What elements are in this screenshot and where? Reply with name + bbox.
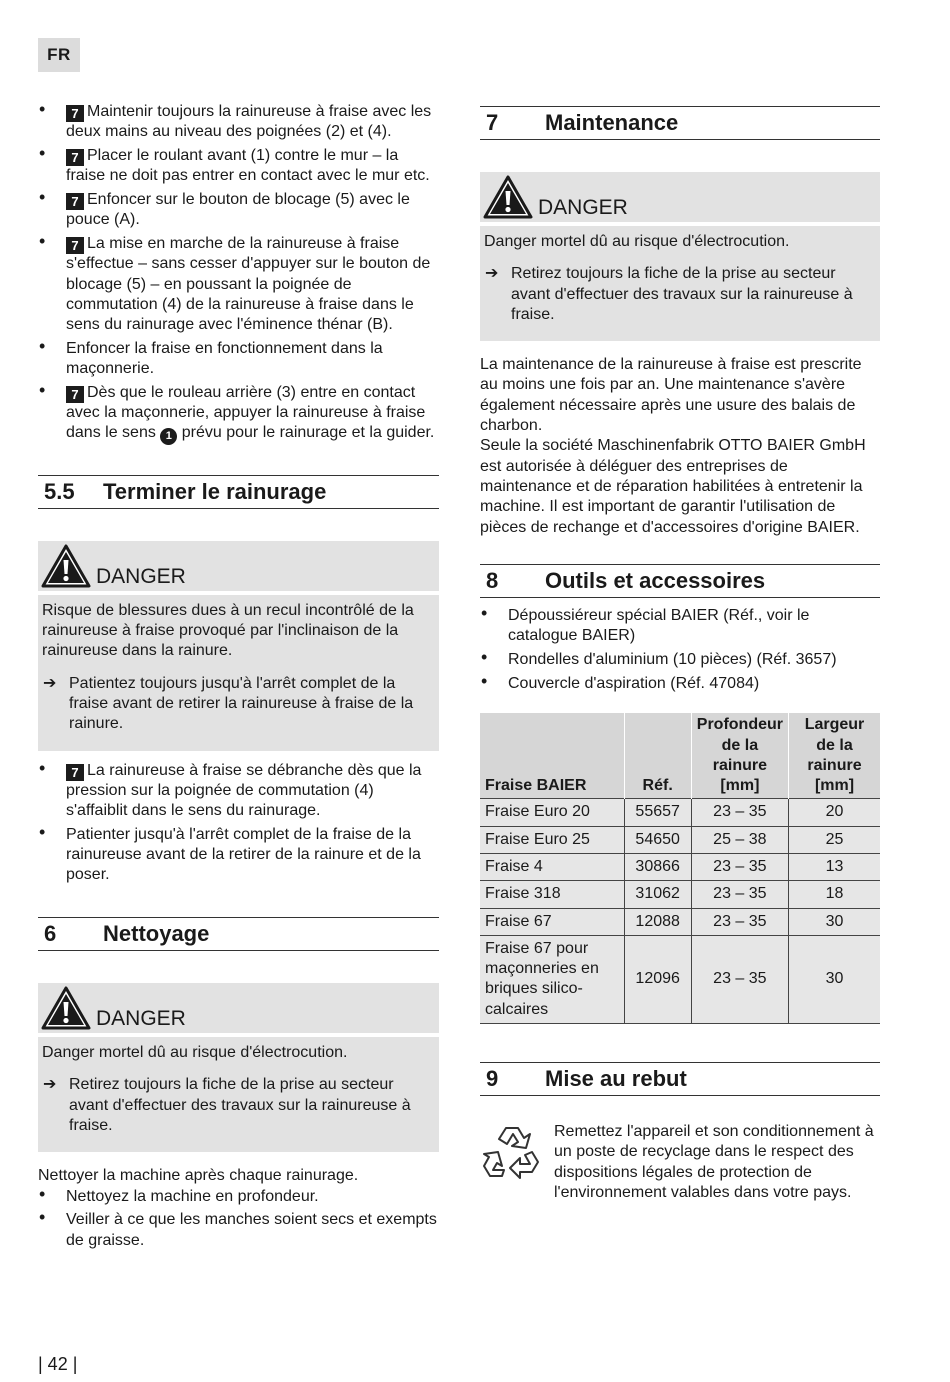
table-cell: 23 – 35 xyxy=(691,908,788,935)
maintenance-paragraph: La maintenance de la rainureuse à fraise est prescrite au moins une fois par an. Une maintenance s'avère également nécessaire après une usure des balais de charbon. xyxy=(480,356,862,435)
list-item: • Couvercle d'aspiration (Réf. 47084) xyxy=(481,670,760,692)
warning-triangle-icon xyxy=(483,175,533,219)
bullet-icon: • xyxy=(39,757,46,778)
list-item: • Dépoussiéreur spécial BAIER (Réf., voir le catalogue BAIER) xyxy=(481,602,810,645)
bullet-icon: • xyxy=(481,646,488,667)
table-cell: 25 xyxy=(788,826,880,853)
disposal-text: Remettez l'appareil et son conditionnement à un poste de recyclage dans le respect des dispositions légales de protection de l'environnement valables dans votre pays. xyxy=(554,1123,874,1201)
table-cell: 23 – 35 xyxy=(691,799,788,826)
right-column xyxy=(480,106,880,1203)
table-cell: 12096 xyxy=(624,935,691,1023)
bullet-icon: • xyxy=(481,670,488,691)
table-cell: 54650 xyxy=(624,826,691,853)
cleaning-intro: Nettoyer la machine après chaque rainurage. xyxy=(38,1167,359,1185)
danger-text: Danger mortel dû au risque d'électrocution. xyxy=(42,1044,348,1062)
recycling-symbol xyxy=(480,1122,554,1203)
arrow-right-icon: ➔ xyxy=(43,674,57,692)
danger-header: DANGER xyxy=(38,983,439,1037)
danger-instruction: ➔ Retirez toujours la fiche de la prise au secteur avant d'effectuer des travaux sur la rainureuse à fraise. xyxy=(43,1076,411,1135)
danger-instruction: ➔ Retirez toujours la fiche de la prise au secteur avant d'effectuer des travaux sur la rainureuse à fraise. xyxy=(485,265,853,323)
warning-triangle-icon xyxy=(41,544,91,588)
bullet-icon: • xyxy=(39,142,46,163)
column-header: Fraise BAIER xyxy=(480,713,624,799)
bullet-icon: • xyxy=(39,99,46,119)
danger-box xyxy=(480,172,880,341)
list-item: • Rondelles d'aluminium (10 pièces) (Réf. 3657) xyxy=(481,646,837,668)
warning-triangle-icon xyxy=(41,986,91,1030)
table-cell: 12088 xyxy=(624,908,691,935)
maintenance-paragraph: Seule la société Maschinenfabrik OTTO BAIER GmbH est autorisée à déléguer des entreprises de maintenance et de réparation habilitées à entretenir la machine. Il est important de garantir l'utilisation de pièces de rechange et d'accessoires d'origine BAIER. xyxy=(480,437,866,536)
table-cell: 55657 xyxy=(624,799,691,826)
danger-box xyxy=(38,983,439,1152)
section-heading-6: 6 Nettoyage xyxy=(38,917,439,951)
operating-steps-list xyxy=(38,99,439,445)
bullet-icon: • xyxy=(39,335,46,356)
table-cell: Fraise 67 xyxy=(480,908,624,935)
accessories-list xyxy=(480,602,880,694)
step-badge-icon: 7 xyxy=(66,149,84,166)
table-row xyxy=(480,908,880,935)
table-header-row xyxy=(480,713,880,799)
step-badge-icon: 7 xyxy=(66,237,84,254)
table-cell: 25 – 38 xyxy=(691,826,788,853)
danger-text: Danger mortel dû au risque d'électrocution. xyxy=(484,233,790,250)
section-heading-7: 7 Maintenance xyxy=(480,106,880,140)
cleaning-list xyxy=(38,1183,439,1251)
table-cell: 23 – 35 xyxy=(691,881,788,908)
recycle-icon xyxy=(480,1122,544,1182)
bullet-icon: • xyxy=(39,230,46,251)
table-row xyxy=(480,935,880,1023)
table-cell: 30 xyxy=(788,908,880,935)
list-item: • 7 Maintenir toujours la rainureuse à fraise avec les deux mains au niveau des poignées (2) et (4). xyxy=(39,99,432,141)
column-header: Largeur de la rainure [mm] xyxy=(788,713,880,799)
column-header: Réf. xyxy=(624,713,691,799)
cutter-table xyxy=(480,713,880,1024)
section-heading-8: 8 Outils et accessoires xyxy=(480,564,880,598)
step-badge-icon: 7 xyxy=(66,105,84,122)
bullet-icon: • xyxy=(39,379,46,400)
table-cell: Fraise 4 xyxy=(480,854,624,881)
direction-marker-icon: 1 xyxy=(160,428,177,445)
list-item: • 7 Dès que le rouleau arrière (3) entre en contact avec la maçonnerie, appuyer la rainureuse à fraise dans le sens 1 prévu pour le rainurage et la guider. xyxy=(38,383,439,446)
list-item: • 7 La rainureuse à fraise se débranche dès que la pression sur la poignée de commutation (4) s'affaiblit dans le sens du rainurage. xyxy=(39,757,422,820)
table-cell: 31062 xyxy=(624,881,691,908)
list-item: • 7 Placer le roulant avant (1) contre le mur – la fraise ne doit pas entrer en contact avec le mur etc. xyxy=(39,142,430,185)
list-item: • 7 Enfoncer sur le bouton de blocage (5) avec le pouce (A). xyxy=(39,186,410,229)
table-row xyxy=(480,881,880,908)
table-row xyxy=(480,826,880,853)
table-cell: 13 xyxy=(788,854,880,881)
list-item: • 7 La mise en marche de la rainureuse à fraise s'effectue – sans cesser d'appuyer sur le bouton de blocage (5) – en poussant la poignée de commutation (4) de la rainureuse à fraise dans le sens du rainurage avec l'éminence thénar (B). xyxy=(39,230,431,334)
table-cell: 23 – 35 xyxy=(691,854,788,881)
step-badge-icon: 7 xyxy=(66,764,84,781)
danger-header: DANGER xyxy=(480,172,880,226)
table-cell: 30 xyxy=(788,935,880,1023)
table-row xyxy=(480,854,880,881)
bullet-icon: • xyxy=(39,1183,46,1204)
table-cell: 18 xyxy=(788,881,880,908)
table-cell: Fraise Euro 25 xyxy=(480,826,624,853)
bullet-icon: • xyxy=(39,821,46,842)
language-tag: FR xyxy=(38,38,80,72)
arrow-right-icon: ➔ xyxy=(485,265,499,283)
page-number: | 42 | xyxy=(38,1354,78,1374)
bullet-icon: • xyxy=(39,186,46,207)
list-item: • Veiller à ce que les manches soient secs et exempts de graisse. xyxy=(39,1207,437,1249)
danger-box xyxy=(38,541,439,751)
arrow-right-icon: ➔ xyxy=(43,1076,57,1094)
step-badge-icon: 7 xyxy=(66,386,84,403)
list-item: • Enfoncer la fraise en fonctionnement dans la maçonnerie. xyxy=(39,335,383,378)
danger-instruction: ➔ Patientez toujours jusqu'à l'arrêt complet de la fraise avant de retirer la rainureuse à fraise de la rainure. xyxy=(43,674,414,733)
column-header: Profondeur de la rainure [mm] xyxy=(691,713,788,799)
finish-steps-list xyxy=(38,757,439,886)
bullet-icon: • xyxy=(481,602,488,623)
table-cell: 23 – 35 xyxy=(691,935,788,1023)
table-cell: 30866 xyxy=(624,854,691,881)
disposal-block xyxy=(480,1122,880,1203)
left-column xyxy=(38,99,439,1254)
table-cell: Fraise 318 xyxy=(480,881,624,908)
list-item: • Patienter jusqu'à l'arrêt complet de la fraise de la rainureuse avant de la retirer de la rainure et de la poser. xyxy=(39,821,421,884)
table-cell: 20 xyxy=(788,799,880,826)
table-cell: Fraise Euro 20 xyxy=(480,799,624,826)
bullet-icon: • xyxy=(39,1207,46,1228)
table-cell: Fraise 67 pour maçonneries en briques silico-calcaires xyxy=(480,935,624,1023)
danger-text: Risque de blessures dues à un recul incontrôlé de la rainureuse à fraise provoqué par l'inclinaison de la rainureuse dans la rainure. xyxy=(42,601,414,660)
danger-header: DANGER xyxy=(38,541,439,595)
list-item: • Nettoyez la machine en profondeur. xyxy=(39,1183,319,1205)
section-heading-9: 9 Mise au rebut xyxy=(480,1062,880,1096)
section-heading-5-5: 5.5 Terminer le rainurage xyxy=(38,475,439,509)
step-badge-icon: 7 xyxy=(66,193,84,210)
table-row xyxy=(480,799,880,826)
